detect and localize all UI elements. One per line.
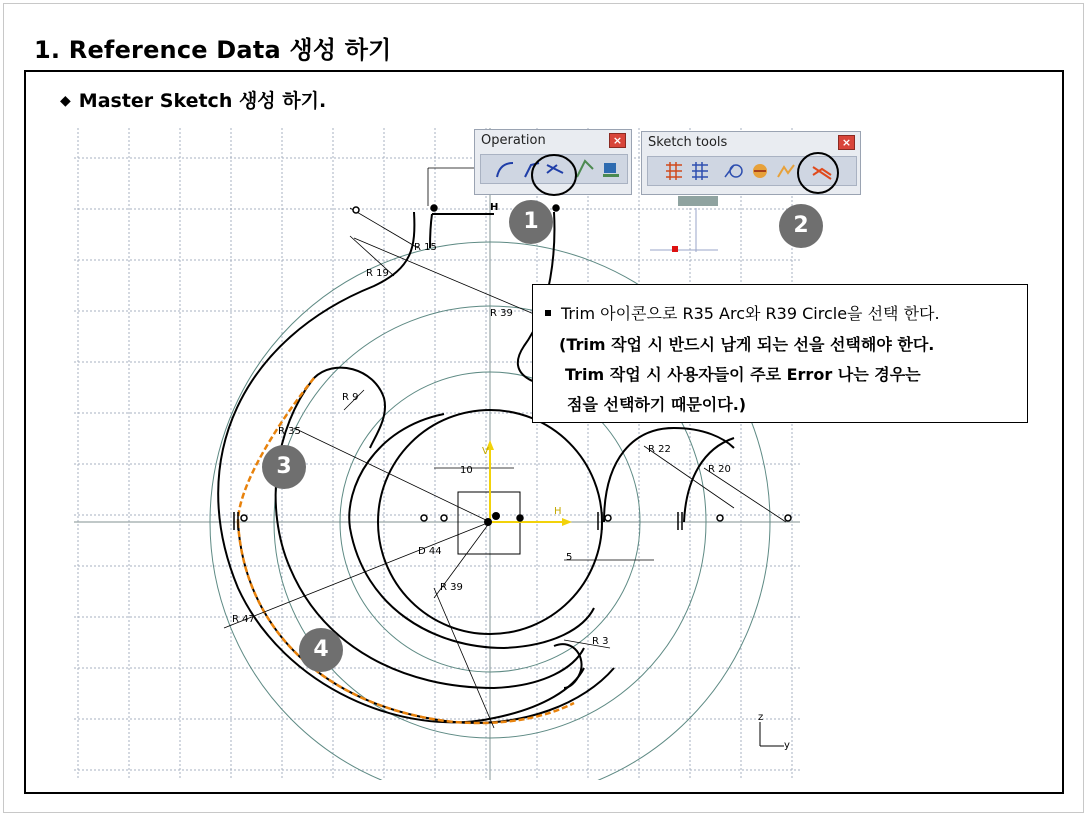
dim-label-5: 5 [566, 552, 573, 563]
dim-label-d44: D 44 [418, 546, 442, 557]
sketch-drawing [74, 128, 800, 780]
callout-line-1-text: Trim 아이콘으로 R35 Arc와 R39 Circle을 선택 한다. [561, 304, 940, 323]
dim-label-r22: R 22 [648, 444, 671, 455]
callout-line-2: (Trim 작업 시 반드시 남게 되는 선을 선택해야 한다. [559, 335, 935, 354]
inner-ring-arc [349, 414, 594, 648]
r9-hook [314, 368, 385, 448]
sketch-tools-toolbar-close-icon[interactable]: × [838, 135, 855, 150]
h-constraint-marker: H [490, 202, 499, 213]
callout-line-3: Trim 작업 시 사용자들이 주로 Error 나는 경우는 [565, 365, 921, 384]
dim-label-r39-bottom: R 39 [440, 582, 463, 593]
page-title: 1. Reference Data 생성 하기 [34, 36, 392, 64]
sketch-tools-highlight-ring [796, 151, 840, 195]
trim-highlight-lower [238, 522, 574, 723]
dim-label-r15: R 15 [414, 242, 437, 253]
dim-label-r20: R 20 [708, 464, 731, 475]
operation-toolbar-close-icon[interactable]: × [609, 133, 626, 148]
section-subtitle [60, 86, 326, 113]
auto-constraint-icon[interactable] [774, 159, 798, 183]
instruction-callout [532, 284, 1028, 423]
sketch-canvas[interactable] [74, 128, 800, 780]
axis-label-y: y [784, 740, 790, 751]
dim-label-r35: R 35 [278, 426, 301, 437]
preview-block [678, 196, 718, 206]
geometrical-constraints-icon[interactable] [722, 159, 746, 183]
callout-line-1 [545, 301, 940, 324]
step-badge-3: 3 [262, 445, 306, 489]
sketch-tools-toolbar-title: Sketch tools [648, 135, 728, 150]
step-badge-1: 1 [509, 200, 553, 244]
right-lobe-r20 [684, 438, 734, 522]
dim-label-r3: R 3 [592, 636, 609, 647]
subtitle-text: Master Sketch 생성 하기. [78, 90, 327, 112]
step-badge-4: 4 [299, 628, 343, 672]
axis-label-z: z [758, 712, 764, 723]
preview-origin-point [672, 246, 678, 252]
operation-highlight-ring [530, 153, 578, 197]
snap-to-point-icon[interactable] [662, 159, 686, 183]
axis-label-v: V [482, 446, 489, 457]
dim-label-r39-top: R 39 [490, 308, 513, 319]
step-badge-2: 2 [779, 204, 823, 248]
square-bullet-icon [545, 310, 551, 316]
project-3d-icon[interactable] [599, 157, 623, 181]
dim-label-10: 10 [460, 465, 473, 476]
diamond-bullet-icon: ◆ [60, 93, 71, 109]
axis-label-h: H [554, 506, 562, 517]
construction-grid-icon[interactable] [688, 159, 712, 183]
dim-label-r9: R 9 [342, 392, 359, 403]
dim-label-r19: R 19 [366, 268, 389, 279]
callout-line-4: 점을 선택하기 때문이다.) [567, 395, 747, 414]
dim-label-r47: R 47 [232, 614, 255, 625]
dimensional-constraints-icon[interactable] [748, 159, 772, 183]
corner-icon[interactable] [493, 157, 517, 181]
operation-toolbar-title: Operation [481, 133, 546, 148]
